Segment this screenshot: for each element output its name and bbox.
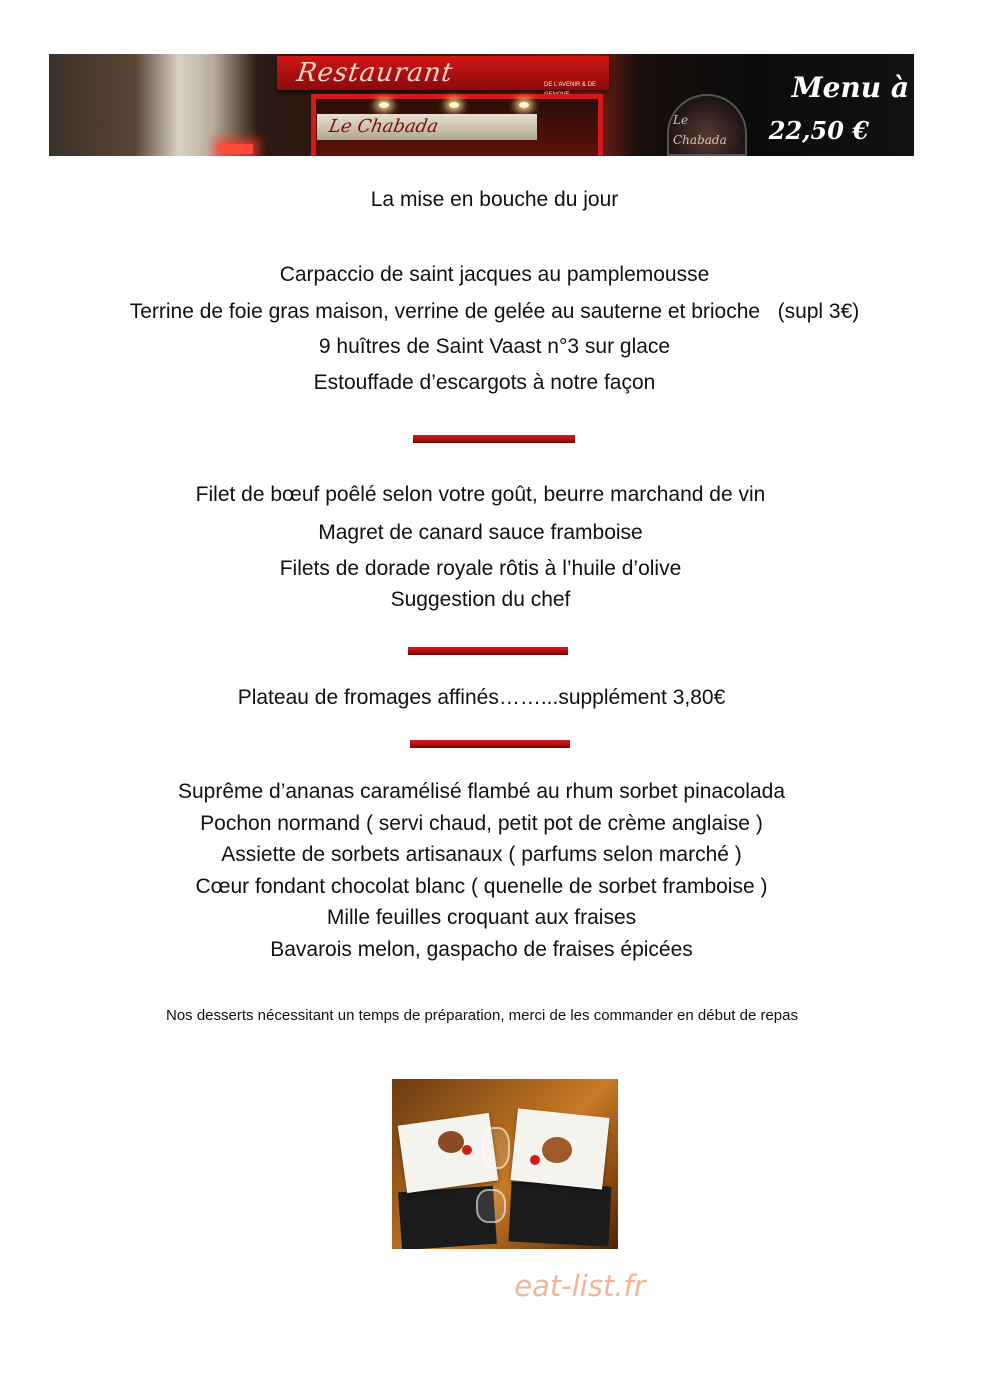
dessert-item: Bavarois melon, gaspacho de fraises épicées [270,938,693,961]
dessert-item: Suprême d’ananas caramélisé flambé au rhum sorbet pinacolada [177,780,785,803]
starter-item: Carpaccio de saint jacques au pamplemousse [279,263,710,286]
main-item: Magret de canard sauce framboise [318,521,643,544]
dessert-item: Cœur fondant chocolat blanc ( quenelle de sorbet framboise ) [195,875,768,898]
cheese-item: Plateau de fromages affinés……...supplément 3,80€ [237,686,726,709]
dish-photo [392,1079,618,1249]
red-light [219,144,253,154]
dessert-item: Mille feuilles croquant aux fraises [326,906,637,929]
dessert-note: Nos desserts nécessitant un temps de préparation, merci de les commander en début de repas [165,1007,798,1024]
garnish [530,1155,540,1165]
garnish [462,1145,472,1155]
ceiling-lamp [449,102,459,108]
dessert-item: Pochon normand ( servi chaud, petit pot de crème anglaise ) [200,812,763,835]
header-banner [49,54,914,156]
section-divider [413,435,575,443]
ceiling-lamp [519,102,529,108]
main-item: Filets de dorade royale rôtis à l’huile d’olive [279,557,682,580]
main-item: Suggestion du chef [390,588,571,611]
food [438,1131,464,1153]
section-divider [408,647,568,655]
starter-item: Terrine de foie gras maison, verrine de gelée au sauterne et brioche (supl 3€) [129,300,860,323]
wall-poster-text: Le Chabada [673,113,727,147]
restaurant-sign-text: Restaurant [294,58,456,88]
slate-tray [508,1181,611,1246]
starter-item: Estouffade d’escargots à notre façon [313,371,656,394]
food [542,1137,572,1163]
amuse-bouche: La mise en bouche du jour [370,188,619,211]
watermark: eat-list.fr [514,1269,646,1303]
menu-price: 22,50 € [768,116,869,145]
water-glass [476,1189,506,1223]
name-plate-text: Le Chabada [327,116,440,137]
main-item: Filet de bœuf poêlé selon votre goût, beurre marchand de vin [195,483,766,506]
ceiling-lamp [379,102,389,108]
dessert-item: Assiette de sorbets artisanaux ( parfums selon marché ) [221,843,742,866]
section-divider [410,740,570,748]
wine-glass [482,1127,510,1169]
menu-label: Menu à [791,71,909,104]
restaurant-sign-small-text: DE L'AVENIR & DE [544,82,597,88]
starter-item: 9 huîtres de Saint Vaast n°3 sur glace [318,335,671,358]
